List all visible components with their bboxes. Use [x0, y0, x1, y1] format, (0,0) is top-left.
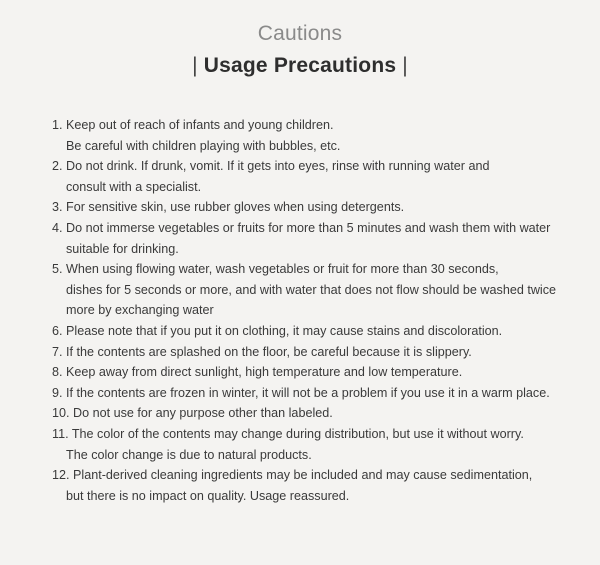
list-item [52, 403, 592, 424]
precautions-list [52, 115, 592, 506]
list-item [52, 424, 592, 465]
list-item-line: suitable for drinking. [66, 241, 179, 256]
list-item-line: more by exchanging water [66, 303, 214, 318]
list-item [52, 362, 592, 383]
list-item-line: 3. For sensitive skin, use rubber gloves when using detergents. [52, 200, 405, 215]
title-bar-left: | [192, 54, 198, 77]
list-item-line: 7. If the contents are splashed on the floor, be careful because it is slippery. [52, 344, 472, 359]
list-item [52, 321, 592, 342]
page-title-text: Usage Precautions [203, 54, 397, 77]
list-item-line: dishes for 5 seconds or more, and with water that does not flow should be washed twice [66, 282, 557, 297]
list-item [52, 197, 592, 218]
list-item-line: 5. When using flowing water, wash vegetables or fruit for more than 30 seconds, [52, 262, 499, 277]
list-item-line: 11. The color of the contents may change during distribution, but use it without worry. [52, 426, 524, 441]
cautions-subtitle: Cautions [257, 22, 343, 45]
list-item-line: 2. Do not drink. If drunk, vomit. If it gets into eyes, rinse with running water and [52, 159, 490, 174]
title-bar-right: | [402, 54, 408, 77]
list-item [52, 465, 592, 506]
list-item-line: 12. Plant-derived cleaning ingredients may be included and may cause sedimentation, [52, 468, 533, 483]
list-item [52, 218, 592, 259]
list-item-line: 10. Do not use for any purpose other than labeled. [52, 406, 333, 421]
list-item-line: Be careful with children playing with bubbles, etc. [66, 138, 341, 153]
list-item-line: The color change is due to natural products. [66, 447, 312, 462]
list-item [52, 383, 592, 404]
list-item-line: 6. Please note that if you put it on clothing, it may cause stains and discoloration. [52, 323, 503, 338]
list-item [52, 115, 592, 156]
list-item-line: 1. Keep out of reach of infants and young children. [52, 118, 334, 132]
list-item [52, 156, 592, 197]
list-item [52, 259, 592, 321]
list-item-line: 9. If the contents are frozen in winter, it will not be a problem if you use it in a warm place. [52, 385, 550, 400]
list-item-line: consult with a specialist. [66, 179, 202, 194]
page-title [0, 54, 600, 78]
list-item-line: but there is no impact on quality. Usage reassured. [66, 488, 350, 503]
list-item [52, 342, 592, 363]
list-item-line: 4. Do not immerse vegetables or fruits for more than 5 minutes and wash them with water [52, 220, 551, 235]
list-item-line: 8. Keep away from direct sunlight, high temperature and low temperature. [52, 365, 463, 380]
